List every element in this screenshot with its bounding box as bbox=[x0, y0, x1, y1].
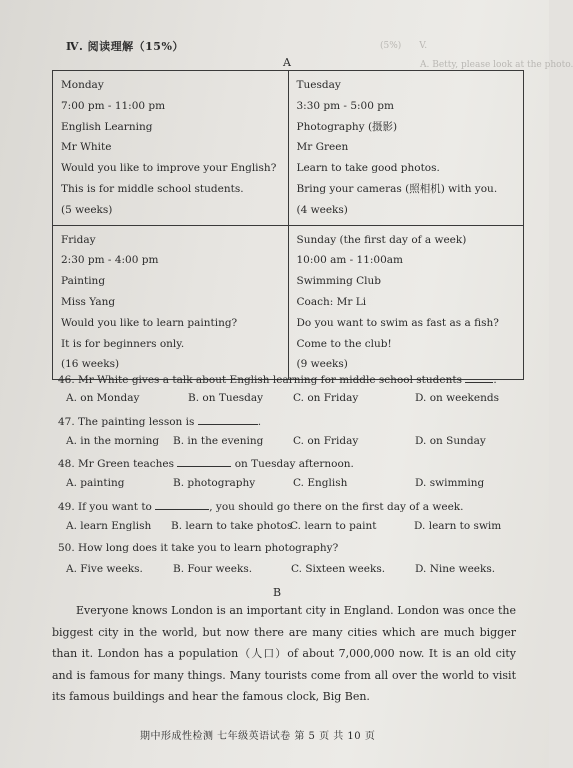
course-time: 2:30 pm - 4:00 pm bbox=[61, 254, 159, 267]
option-b: B. learn to take photos bbox=[171, 520, 293, 532]
course-time: 7:00 pm - 11:00 pm bbox=[61, 99, 166, 112]
answer-blank bbox=[177, 456, 231, 467]
course-schedule-table bbox=[52, 70, 524, 380]
question-stem: 50. How long does it take you to learn photography? bbox=[58, 542, 339, 554]
course-duration: (4 weeks) bbox=[296, 203, 348, 216]
option-c: C. on Friday bbox=[293, 392, 359, 404]
option-c: C. Sixteen weeks. bbox=[291, 563, 386, 575]
course-subject: English Learning bbox=[61, 120, 153, 133]
question-48 bbox=[58, 456, 354, 470]
course-card-tuesday bbox=[288, 71, 524, 226]
course-desc-1: Do you want to swim as fast as a fish? bbox=[296, 316, 499, 329]
course-time: 3:30 pm - 5:00 pm bbox=[296, 99, 394, 112]
reading-passage-b: Everyone knows London is an important city in England. London was once the biggest city in the world, but now there are many cities which are much bigger than it. London has a population（人口）of about 7,000,000 now. It is an old city and is famous for many things. Many tourists come from all over the world to visit its famous buildings and hear the famous clock, Big Ben. bbox=[52, 604, 516, 703]
course-card-monday bbox=[53, 71, 289, 226]
course-desc-2: It is for beginners only. bbox=[61, 337, 185, 350]
question-50 bbox=[58, 542, 338, 554]
option-d: D. swimming bbox=[415, 477, 485, 489]
course-teacher: Miss Yang bbox=[61, 295, 116, 308]
course-duration: (16 weeks) bbox=[61, 358, 120, 371]
course-desc-1: Would you like to learn painting? bbox=[61, 316, 238, 329]
question-stem: 48. Mr Green teaches bbox=[58, 458, 175, 470]
course-desc-2: This is for middle school students. bbox=[61, 182, 244, 195]
course-desc-1: Would you like to improve your English? bbox=[61, 162, 277, 175]
course-day: Friday bbox=[61, 233, 96, 246]
option-d: D. on Sunday bbox=[415, 435, 486, 447]
course-teacher: Mr Green bbox=[296, 141, 349, 154]
bleed-through-text: (5%) V. bbox=[380, 41, 428, 51]
course-duration: (9 weeks) bbox=[296, 358, 348, 371]
course-desc-2: Bring your cameras (照相机) with you. bbox=[296, 182, 498, 195]
course-day: Monday bbox=[61, 79, 104, 91]
question-stem-end: . bbox=[257, 416, 262, 428]
course-desc-2: Come to the club! bbox=[296, 337, 392, 350]
question-stem: 47. The painting lesson is bbox=[58, 416, 195, 428]
section-title: Ⅳ. 阅读理解（15%） bbox=[66, 40, 184, 53]
part-a-label: A bbox=[283, 56, 291, 69]
option-b: B. photography bbox=[173, 477, 256, 489]
page-footer: 期中形成性检测 七年级英语试卷 第 5 页 共 10 页 bbox=[140, 731, 376, 742]
question-stem-end: , you should go there on the first day of a week. bbox=[209, 501, 464, 513]
course-subject: Photography (摄影) bbox=[296, 120, 398, 133]
course-day: Sunday (the first day of a week) bbox=[296, 233, 467, 246]
course-card-friday bbox=[53, 225, 289, 380]
bleed-through-text: A. Betty, please look at the photo. bbox=[420, 60, 573, 70]
course-duration: (5 weeks) bbox=[61, 203, 113, 216]
course-card-sunday bbox=[288, 225, 524, 380]
course-teacher: Mr White bbox=[61, 141, 112, 154]
course-desc-1: Learn to take good photos. bbox=[296, 162, 440, 175]
option-a: A. in the morning bbox=[66, 435, 160, 447]
course-subject: Painting bbox=[61, 275, 106, 288]
question-stem: 46. Mr White gives a talk about English learning for middle school students bbox=[58, 374, 462, 386]
question-stem-end: . bbox=[493, 374, 497, 386]
option-b: B. in the evening bbox=[173, 435, 264, 447]
course-time: 10:00 am - 11:00am bbox=[296, 254, 404, 267]
answer-blank bbox=[198, 414, 258, 425]
option-b: B. on Tuesday bbox=[188, 392, 264, 404]
option-a: A. painting bbox=[66, 477, 125, 489]
option-d: D. learn to swim bbox=[414, 520, 502, 532]
question-stem: 49. If you want to bbox=[58, 501, 152, 513]
course-teacher: Coach: Mr Li bbox=[296, 295, 367, 308]
option-a: A. Five weeks. bbox=[66, 563, 143, 575]
option-b: B. Four weeks. bbox=[173, 563, 253, 575]
option-d: D. on weekends bbox=[415, 392, 500, 404]
option-a: A. on Monday bbox=[66, 392, 140, 404]
option-c: C. English bbox=[293, 477, 348, 489]
option-d: D. Nine weeks. bbox=[415, 563, 496, 575]
question-47 bbox=[58, 414, 261, 428]
option-c: C. learn to paint bbox=[290, 520, 377, 532]
answer-blank bbox=[155, 499, 209, 510]
option-a: A. learn English bbox=[66, 520, 152, 532]
course-day: Tuesday bbox=[296, 79, 341, 91]
course-subject: Swimming Club bbox=[296, 275, 382, 288]
question-stem-end: on Tuesday afternoon. bbox=[234, 458, 354, 470]
option-c: C. on Friday bbox=[293, 435, 359, 447]
question-46 bbox=[58, 372, 497, 386]
question-49 bbox=[58, 499, 463, 513]
part-b-label: B bbox=[273, 586, 282, 599]
answer-blank bbox=[465, 372, 493, 383]
